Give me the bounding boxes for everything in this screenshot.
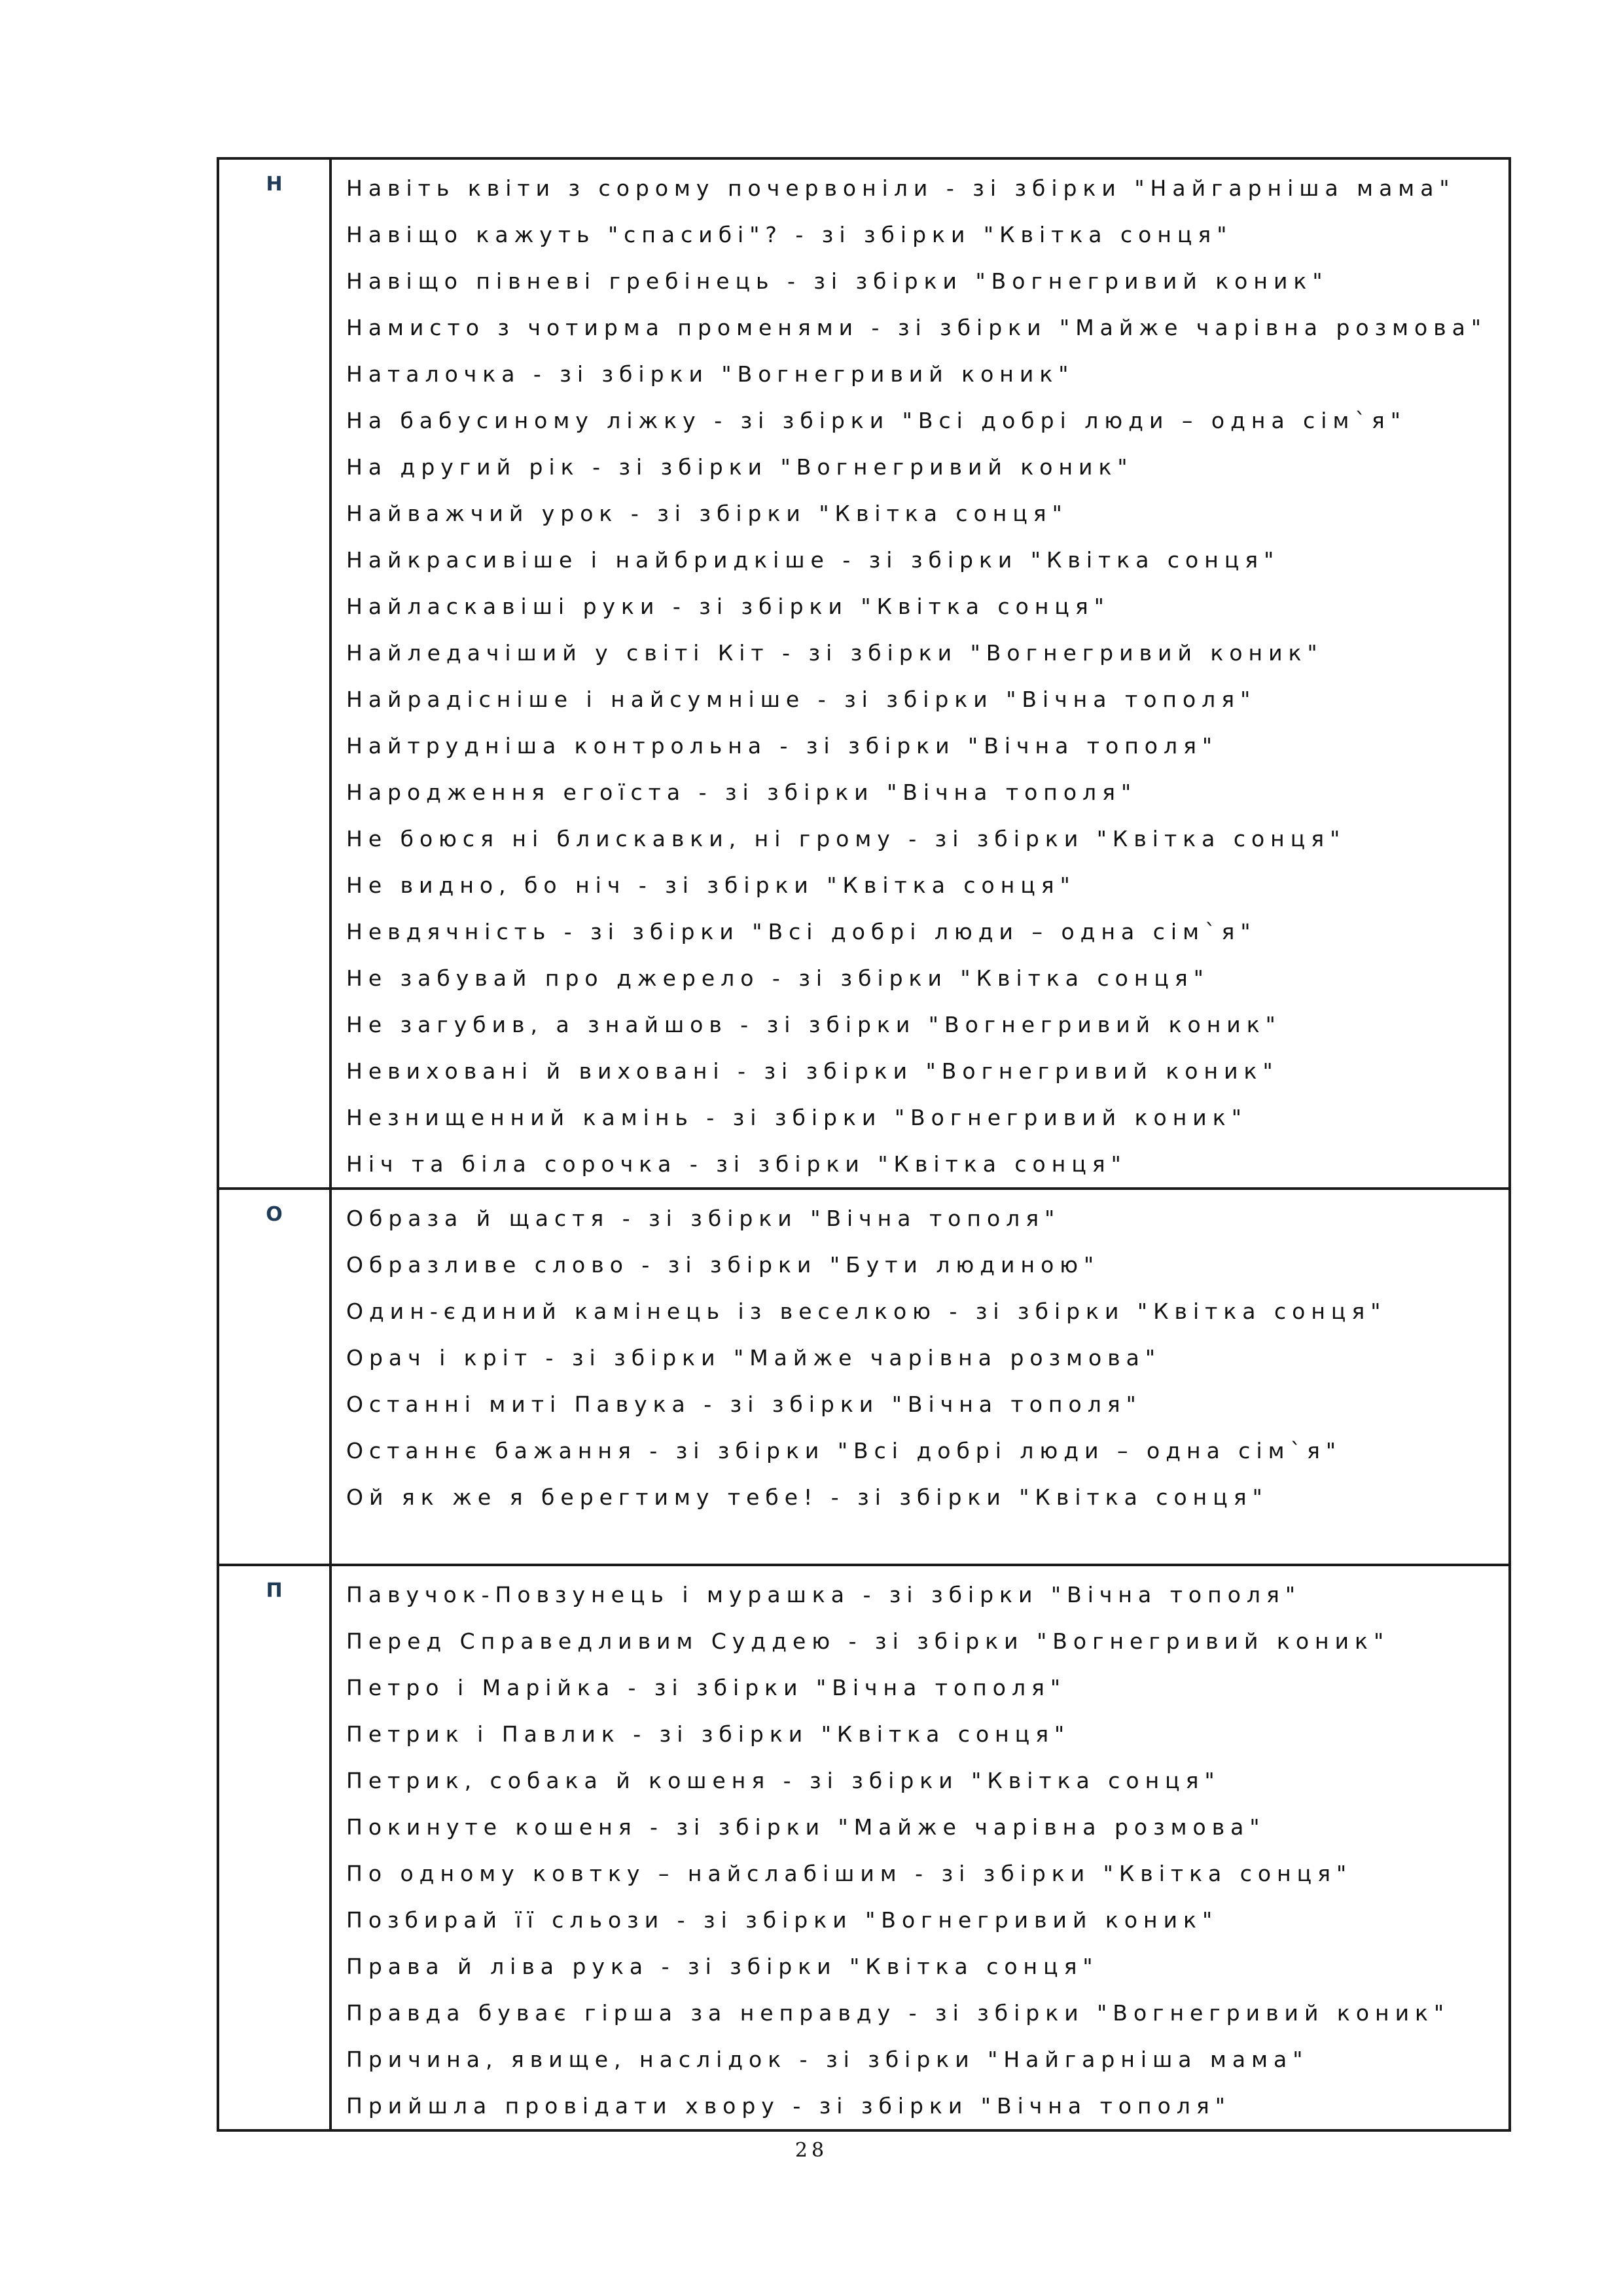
section-letter: П [218,1565,330,2130]
list-item: Невдячність - зі збірки "Всі добрі люди – одна сім`я" [346,919,1257,944]
list-item: По одному ковтку – найслабішим - зі збірки "Квітка сонця" [346,1861,1353,1886]
list-item: Навіть квіти з сорому почервоніли - зі збірки "Найгарніша мама" [346,175,1455,201]
section-row-n [218,158,1510,1189]
list-item: Орач і кріт - зі збірки "Майже чарівна розмова" [346,1345,1162,1371]
list-item: На другий рік - зі збірки "Вогнегривий коник" [346,454,1133,480]
list-item: Правда буває гірша за неправду - зі збірки "Вогнегривий коник" [346,2000,1450,2026]
section-letter: Н [218,158,330,1189]
titles-list [330,1189,1510,1565]
list-item: Перед Справедливим Суддею - зі збірки "Вогнегривий коник" [346,1628,1390,1654]
index-table [217,157,1511,2132]
list-item: Образа й щастя - зі збірки "Вічна тополя" [346,1206,1061,1231]
list-item: Один-єдиний камінець із веселкою - зі збірки "Квітка сонця" [346,1299,1387,1324]
list-item: Найкрасивіше і найбридкіше - зі збірки "Квітка сонця" [346,547,1280,573]
list-item: Найтрудніша контрольна - зі збірки "Вічна тополя" [346,733,1219,759]
list-item: Останні миті Павука - зі збірки "Вічна тополя" [346,1391,1142,1417]
list-item: Павучок-Повзунець і мурашка - зі збірки "Вічна тополя" [346,1582,1302,1607]
page-number: 28 [794,2139,829,2162]
list-item: Останнє бажання - зі збірки "Всі добрі люди – одна сім`я" [346,1438,1342,1463]
list-item: Найледачіший у світі Кіт - зі збірки "Вогнегривий коник" [346,640,1323,666]
list-item: Петрик, собака й кошеня - зі збірки "Квітка сонця" [346,1768,1221,1793]
list-item: Народження егоїста - зі збірки "Вічна тополя" [346,780,1137,805]
list-item: Найважчий урок - зі збірки "Квітка сонця" [346,501,1068,526]
list-item: Покинуте кошеня - зі збірки "Майже чарівна розмова" [346,1814,1266,1840]
list-item: Намисто з чотирма променями - зі збірки "Майже чарівна розмова" [346,315,1488,340]
section-row-o [218,1189,1510,1565]
section-row-p [218,1565,1510,2130]
list-item: Навіщо кажуть "спасибі"? - зі збірки "Квітка сонця" [346,222,1233,247]
list-item: Ой як же я берегтиму тебе! - зі збірки "Квітка сонця" [346,1484,1268,1510]
list-item: Не забувай про джерело - зі збірки "Квітка сонця" [346,965,1209,991]
list-item: Навіщо півневі гребінець - зі збірки "Вогнегривий коник" [346,268,1329,294]
list-item: Петрик і Павлик - зі збірки "Квітка сонця" [346,1721,1071,1747]
list-item: Не боюся ні блискавки, ні грому - зі збірки "Квітка сонця" [346,826,1346,852]
section-letter: О [218,1189,330,1565]
list-item: Наталочка - зі збірки "Вогнегривий коник" [346,361,1075,387]
list-item: Причина, явище, наслідок - зі збірки "Найгарніша мама" [346,2047,1309,2072]
list-item: Образливе слово - зі збірки "Бути людиною" [346,1252,1100,1278]
list-item: Найласкавіші руки - зі збірки "Квітка сонця" [346,594,1110,619]
list-item: Незнищенний камінь - зі збірки "Вогнегривий коник" [346,1105,1247,1130]
list-item: Петро і Марійка - зі збірки "Вічна тополя" [346,1675,1067,1700]
list-item: Права й ліва рука - зі збірки "Квітка сонця" [346,1954,1099,1979]
list-item: Ніч та біла сорочка - зі збірки "Квітка сонця" [346,1151,1127,1177]
list-item: Невиховані й виховані - зі збірки "Вогнегривий коник" [346,1058,1279,1084]
list-item: Прийшла провідати хвору - зі збірки "Вічна тополя" [346,2093,1231,2119]
titles-list [330,158,1510,1189]
list-item: Найрадісніше і найсумніше - зі збірки "Вічна тополя" [346,687,1257,712]
list-item: Не видно, бо ніч - зі збірки "Квітка сонця" [346,872,1076,898]
list-item: На бабусиному ліжку - зі збірки "Всі добрі люди – одна сім`я" [346,408,1406,433]
titles-list [330,1565,1510,2130]
list-item: Позбирай її сльози - зі збірки "Вогнегривий коник" [346,1907,1219,1933]
list-item: Не загубив, а знайшов - зі збірки "Вогнегривий коник" [346,1012,1281,1037]
